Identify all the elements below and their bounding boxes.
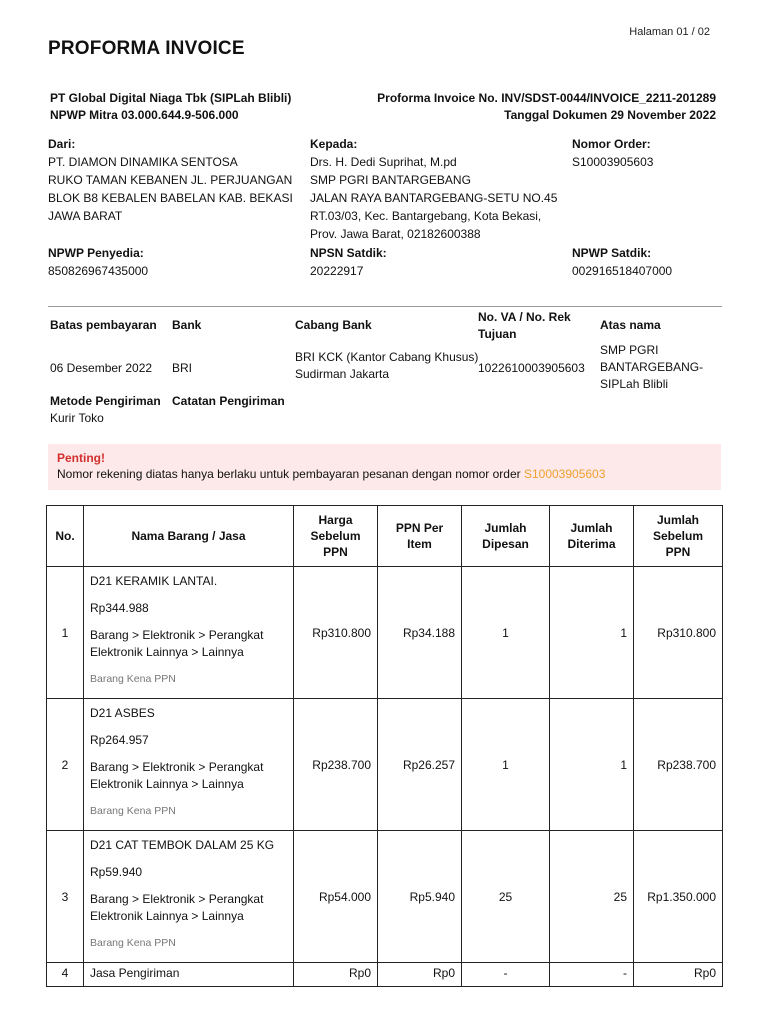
row-ppn: Rp34.188 <box>378 567 462 699</box>
table-row <box>47 567 723 699</box>
col-header-received <box>550 506 634 567</box>
notice-text-line <box>57 466 712 482</box>
shipping-method-value: Kurir Toko <box>50 411 104 425</box>
col-header-no: No. <box>47 506 84 567</box>
from-line: PT. DIAMON DINAMIKA SENTOSA <box>48 155 238 169</box>
row-received: - <box>550 963 634 987</box>
row-price: Rp54.000 <box>294 831 378 963</box>
to-line: SMP PGRI BANTARGEBANG <box>310 173 471 187</box>
table-row <box>47 831 723 963</box>
order-value: S10003905603 <box>572 155 654 169</box>
from-label: Dari: <box>48 137 76 151</box>
row-item: Jasa Pengiriman <box>84 963 294 987</box>
col-header-ordered <box>462 506 550 567</box>
items-table <box>46 505 723 987</box>
item-category: Elektronik Lainnya > Lainnya <box>90 645 244 659</box>
npwp-penyedia-label: NPWP Penyedia: <box>48 246 144 260</box>
row-ppn: Rp26.257 <box>378 699 462 831</box>
row-price: Rp238.700 <box>294 699 378 831</box>
row-no: 1 <box>47 567 84 699</box>
row-ppn: Rp0 <box>378 963 462 987</box>
payment-branch-line: BRI KCK (Kantor Cabang Khusus) <box>295 350 479 364</box>
to-line: Prov. Jawa Barat, 02182600388 <box>310 227 481 241</box>
col-header-name: Nama Barang / Jasa <box>84 506 294 567</box>
col-header-price <box>294 506 378 567</box>
item-name: D21 ASBES <box>90 706 155 720</box>
col-header-ppn-line: PPN Per <box>395 521 444 535</box>
row-no: 4 <box>47 963 84 987</box>
payment-va-header <box>478 309 571 343</box>
col-header-received-line: Jumlah <box>570 521 613 535</box>
row-no: 2 <box>47 699 84 831</box>
npwp-penyedia-section <box>48 244 148 280</box>
payment-due-header: Batas pembayaran <box>50 318 157 332</box>
col-header-price-line: Harga <box>318 513 353 527</box>
row-ordered: - <box>462 963 550 987</box>
item-category: Elektronik Lainnya > Lainnya <box>90 909 244 923</box>
item-tax-note: Barang Kena PPN <box>90 805 176 817</box>
payment-branch-header: Cabang Bank <box>295 318 372 332</box>
company-name: PT Global Digital Niaga Tbk (SIPLah Blibli) <box>50 91 292 105</box>
npsn-section <box>310 244 387 280</box>
item-category: Barang > Elektronik > Perangkat <box>90 760 264 774</box>
notice-heading: Penting! <box>57 451 105 465</box>
col-header-total-line: Jumlah <box>656 513 699 527</box>
npsn-label: NPSN Satdik: <box>310 246 387 260</box>
invoice-date: Tanggal Dokumen 29 November 2022 <box>504 108 716 122</box>
payment-bank-header: Bank <box>172 318 202 332</box>
to-line: Drs. H. Dedi Suprihat, M.pd <box>310 155 457 169</box>
row-received: 1 <box>550 699 634 831</box>
payment-va-header-line: Tujuan <box>478 327 517 341</box>
row-received: 1 <box>550 567 634 699</box>
payment-name-value <box>600 342 703 393</box>
payment-branch-line: Sudirman Jakarta <box>295 367 390 381</box>
row-item <box>84 699 294 831</box>
item-name: D21 KERAMIK LANTAI. <box>90 574 218 588</box>
from-section <box>48 135 293 225</box>
row-ordered: 1 <box>462 567 550 699</box>
col-header-ordered-line: Jumlah <box>484 521 527 535</box>
payment-va-value: 1022610003905603 <box>478 361 585 375</box>
to-section <box>310 135 557 243</box>
col-header-price-line: PPN <box>323 545 348 559</box>
payment-due-value: 06 Desember 2022 <box>50 361 153 375</box>
row-item <box>84 567 294 699</box>
row-item <box>84 831 294 963</box>
item-category: Barang > Elektronik > Perangkat <box>90 892 264 906</box>
col-header-ppn <box>378 506 462 567</box>
order-section <box>572 135 653 171</box>
payment-name-line: SMP PGRI <box>600 343 659 357</box>
col-header-total-line: PPN <box>665 545 691 559</box>
section-divider <box>48 306 722 307</box>
row-ordered: 1 <box>462 699 550 831</box>
payment-name-line: SIPLah Blibli <box>600 377 669 391</box>
payment-name-header: Atas nama <box>600 318 661 332</box>
payment-branch-value <box>295 349 478 383</box>
notice-text: Nomor rekening diatas hanya berlaku untuk pembayaran pesanan dengan nomor order <box>57 467 524 481</box>
table-row-shipping <box>47 963 723 987</box>
row-ordered: 25 <box>462 831 550 963</box>
payment-name-line: BANTARGEBANG- <box>600 360 704 374</box>
shipping-note-label: Catatan Pengiriman <box>172 394 285 408</box>
col-header-total-line: Sebelum <box>652 529 703 543</box>
item-name: D21 CAT TEMBOK DALAM 25 KG <box>90 838 275 852</box>
to-line: RT.03/03, Kec. Bantargebang, Kota Bekasi, <box>310 209 542 223</box>
row-total: Rp310.800 <box>634 567 723 699</box>
col-header-total <box>634 506 723 567</box>
payment-va-header-line: No. VA / No. Rek <box>478 310 571 324</box>
npsn-value: 20222917 <box>310 264 364 278</box>
item-price-incl: Rp344.988 <box>90 601 149 615</box>
npwp-satdik-value: 002916518407000 <box>572 264 673 278</box>
order-label: Nomor Order: <box>572 137 651 151</box>
row-price: Rp310.800 <box>294 567 378 699</box>
row-price: Rp0 <box>294 963 378 987</box>
col-header-received-line: Diterima <box>567 537 616 551</box>
company-npwp: NPWP Mitra 03.000.644.9-506.000 <box>50 108 239 122</box>
payment-bank-value: BRI <box>172 361 193 375</box>
from-line: RUKO TAMAN KEBANEN JL. PERJUANGAN <box>48 173 293 187</box>
npwp-satdik-section <box>572 244 672 280</box>
npwp-satdik-label: NPWP Satdik: <box>572 246 652 260</box>
notice-order-number: S10003905603 <box>523 467 606 481</box>
from-line: JAWA BARAT <box>48 209 123 223</box>
col-header-ordered-line: Dipesan <box>482 537 529 551</box>
row-received: 25 <box>550 831 634 963</box>
important-notice <box>48 444 721 490</box>
page-title: PROFORMA INVOICE <box>48 38 245 59</box>
row-no: 3 <box>47 831 84 963</box>
item-price-incl: Rp264.957 <box>90 733 149 747</box>
invoice-number: Proforma Invoice No. INV/SDST-0044/INVOICE_2211-201289 <box>377 91 716 105</box>
to-label: Kepada: <box>310 137 358 151</box>
row-total: Rp238.700 <box>634 699 723 831</box>
item-price-incl: Rp59.940 <box>90 865 143 879</box>
table-row <box>47 699 723 831</box>
shipping-method-label: Metode Pengiriman <box>50 394 161 408</box>
npwp-penyedia-value: 850826967435000 <box>48 264 149 278</box>
row-total: Rp1.350.000 <box>634 831 723 963</box>
page-number: Halaman 01 / 02 <box>629 26 710 38</box>
item-tax-note: Barang Kena PPN <box>90 937 176 949</box>
table-header-row <box>47 506 723 567</box>
col-header-ppn-line: Item <box>407 537 432 551</box>
row-ppn: Rp5.940 <box>378 831 462 963</box>
item-category: Barang > Elektronik > Perangkat <box>90 628 264 642</box>
item-category: Elektronik Lainnya > Lainnya <box>90 777 244 791</box>
col-header-price-line: Sebelum <box>310 529 361 543</box>
to-line: JALAN RAYA BANTARGEBANG-SETU NO.45 <box>310 191 558 205</box>
from-line: BLOK B8 KEBALEN BABELAN KAB. BEKASI <box>48 191 293 205</box>
item-tax-note: Barang Kena PPN <box>90 673 176 685</box>
row-total: Rp0 <box>634 963 723 987</box>
